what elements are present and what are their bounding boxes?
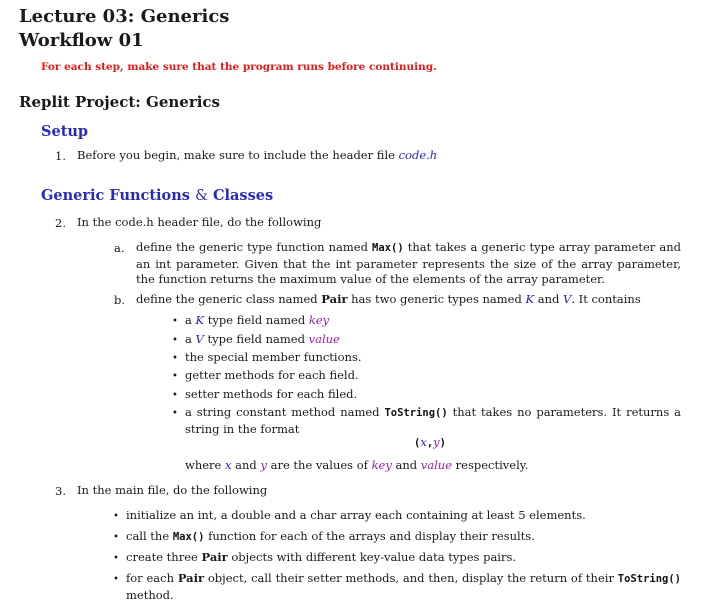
format-comma: , — [426, 437, 434, 449]
step-3-number: 3. — [55, 484, 66, 498]
bullet-key-type: K — [195, 313, 205, 327]
where-text-3: are the values of — [266, 458, 372, 472]
step-2a-text-2: that takes a generic type array parameter and an int parameter. Given that the int parameter represents the size of the array parameter, the function returns the maximum value of the elements of the array parameter. — [136, 240, 681, 286]
format-explanation — [185, 458, 528, 474]
where-key: key — [371, 458, 392, 472]
main-bullet-call-max — [126, 529, 535, 546]
bullet-value-mid: type field named — [203, 332, 309, 346]
where-x: x — [225, 458, 232, 472]
where-y: y — [260, 458, 267, 472]
bullet-getters: getter methods for each field. — [185, 368, 359, 382]
generics-heading-part-a: Generic Functions — [41, 187, 190, 204]
type-k: K — [525, 292, 535, 306]
step-2b-text — [136, 292, 641, 308]
setup-heading: Setup — [41, 123, 89, 140]
main-b3-pair: Pair — [201, 550, 228, 564]
step-2a-text-1: define the generic type function named — [136, 240, 373, 254]
main-bullet-setters-tostring — [126, 571, 681, 603]
step-1-text — [77, 148, 437, 164]
title-line-2: Workflow 01 — [19, 30, 144, 51]
format-close-paren: ) — [439, 437, 446, 449]
generics-heading — [41, 187, 273, 204]
format-open-paren: ( — [414, 437, 421, 449]
step-3-text: In the main file, do the following — [77, 483, 268, 497]
where-text-5: respectively. — [452, 458, 529, 472]
step-2a-label: a. — [114, 241, 125, 255]
where-text-2: and — [231, 458, 261, 472]
main-b2-text-1: call the — [126, 529, 173, 543]
step-2a-text — [136, 240, 681, 288]
format-y: y — [433, 435, 440, 449]
bullet-icon: • — [172, 408, 178, 419]
main-b4-pair: Pair — [177, 571, 205, 585]
generics-heading-amp: & — [195, 188, 208, 204]
generics-heading-part-b: Classes — [212, 187, 274, 204]
main-b3-text-2: objects with different key-value data types pairs. — [227, 550, 517, 564]
main-b4-text-3: method. — [126, 587, 174, 602]
title-line-1: Lecture 03: Generics — [19, 6, 230, 27]
bullet-tostring-text-1: a string constant method named — [185, 405, 385, 419]
warning-text: For each step, make sure that the program runs before continuing. — [41, 61, 437, 73]
bullet-icon: • — [172, 390, 178, 401]
bullet-key-pre: a — [185, 313, 196, 327]
project-heading: Replit Project: Generics — [19, 93, 221, 111]
main-b3-text-1: create three — [126, 550, 202, 564]
pair-class-name: Pair — [321, 292, 348, 306]
step-1-label: Before you begin, make sure to include the header file — [77, 148, 399, 162]
step-2b-text-2: has two generic types named — [347, 292, 526, 306]
step-2b-text-4: . It contains — [571, 292, 641, 306]
where-text-4: and — [391, 458, 421, 472]
bullet-icon: • — [113, 532, 119, 543]
where-text-1: where — [185, 458, 226, 472]
main-bullet-arrays: initialize an int, a double and a char array each containing at least 5 elements. — [126, 508, 586, 522]
bullet-setters: setter methods for each filed. — [185, 387, 358, 401]
field-value: value — [308, 332, 340, 346]
bullet-key-field — [185, 313, 329, 329]
bullet-icon: • — [113, 511, 119, 522]
bullet-tostring-text-2: that takes no parameters. It returns a string in the format — [185, 405, 682, 436]
step-2b-label: b. — [114, 293, 126, 307]
step-2-text: In the code.h header file, do the following — [77, 215, 322, 229]
step-2b-text-1: define the generic class named — [136, 292, 322, 306]
file-name-code-h: code.h — [398, 148, 438, 162]
step-2b-text-3: and — [534, 292, 564, 306]
bullet-value-field — [185, 332, 340, 348]
bullet-icon: • — [113, 553, 119, 564]
bullet-icon: • — [113, 574, 119, 585]
bullet-value-type: V — [195, 332, 204, 346]
field-key: key — [308, 313, 330, 327]
format-display — [414, 435, 446, 449]
main-b2-text-2: function for each of the arrays and display their results. — [204, 529, 535, 543]
bullet-icon: • — [172, 353, 178, 364]
format-x: x — [420, 435, 427, 449]
main-bullet-create-pairs — [126, 550, 516, 566]
max-function-code: Max() — [372, 242, 404, 254]
main-b4-text-1: for each — [126, 571, 178, 585]
step-2-number: 2. — [55, 216, 66, 230]
main-b4-text-2: object, call their setter methods, and then, display the return of their — [204, 571, 618, 585]
bullet-tostring — [185, 405, 681, 437]
bullet-key-mid: type field named — [204, 313, 309, 327]
main-max-code: Max() — [172, 531, 205, 543]
bullet-special-members: the special member functions. — [185, 350, 362, 364]
bullet-value-pre: a — [185, 332, 196, 346]
step-1-number: 1. — [55, 149, 66, 163]
type-v: V — [563, 292, 572, 306]
main-tostring-code: ToString() — [617, 573, 681, 585]
bullet-icon: • — [172, 371, 178, 382]
bullet-icon: • — [172, 335, 178, 346]
tostring-method-code: ToString() — [384, 407, 448, 419]
where-value: value — [420, 458, 453, 472]
bullet-icon: • — [172, 316, 178, 327]
